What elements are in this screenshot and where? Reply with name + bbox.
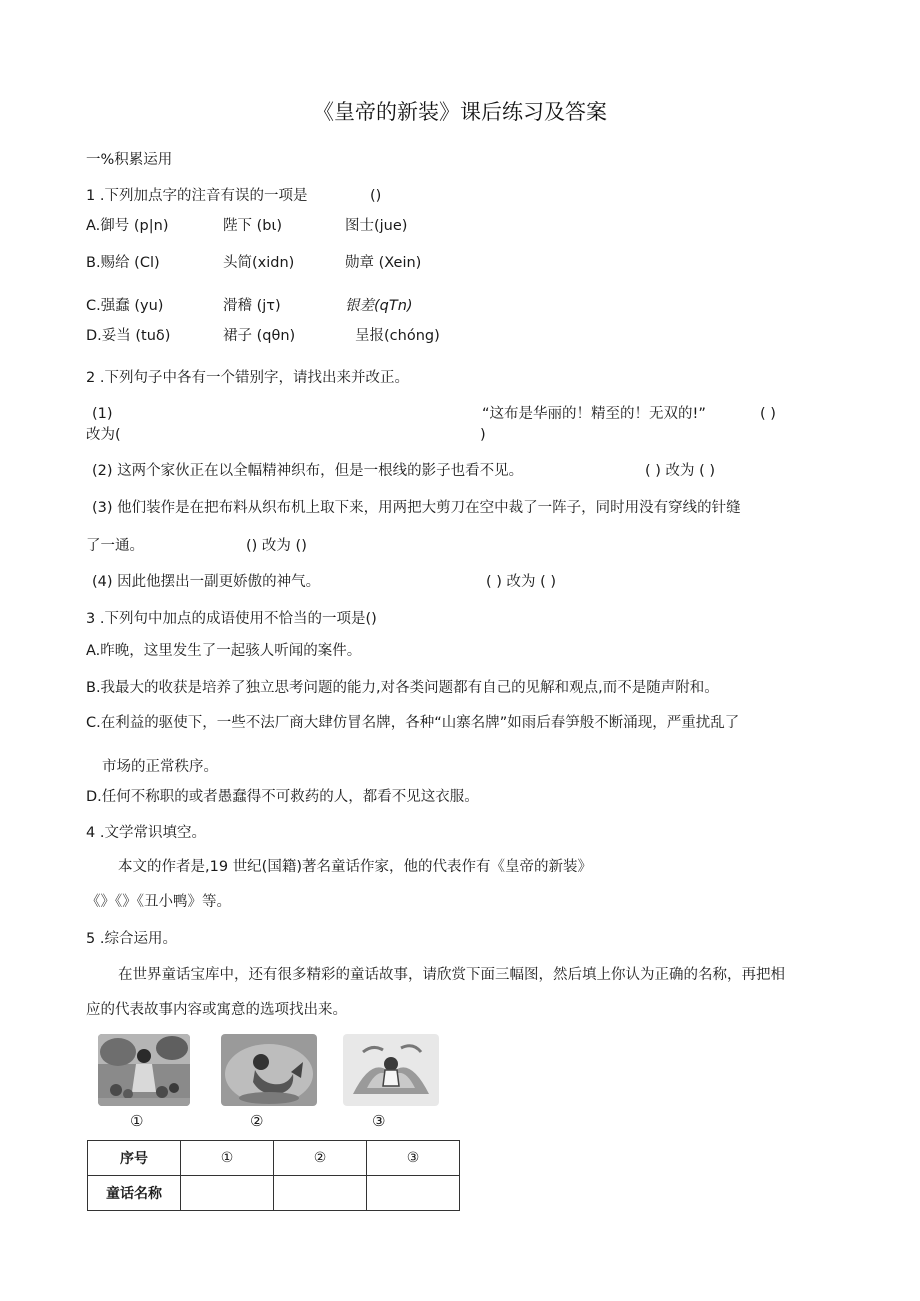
question-1-stem: 1 .下列加点字的注音有误的一项是 xyxy=(86,188,308,204)
fairy-tale-picture-2 xyxy=(221,1034,317,1106)
page-title: 《皇帝的新装》课后练习及答案 xyxy=(313,100,607,124)
question-2-stem: 2 .下列句子中各有一个错别字，请找出来并改正。 xyxy=(86,370,409,386)
table-header-cell: ② xyxy=(274,1141,367,1176)
q5-paragraph-line2: 应的代表故事内容或寓意的选项找出来。 xyxy=(86,1002,347,1018)
q2-s4-tail: ( ) 改为 ( ) xyxy=(486,574,557,590)
fairy-tale-picture-1 xyxy=(98,1034,190,1106)
q1-option-c-2: 滑稽 (jτ) xyxy=(223,298,281,314)
picture-1-label: ① xyxy=(130,1112,144,1130)
table-header-cell: 序号 xyxy=(88,1141,181,1176)
q1-option-b-2: 头简(xidn) xyxy=(223,255,295,271)
q1-option-b-3: 勋章 (Xein) xyxy=(345,255,422,271)
q2-s1-change: 改为( xyxy=(86,427,121,443)
q1-option-b-1: B.赐给 (Cl) xyxy=(86,255,160,271)
q2-s1-text: “这布是华丽的！精至的！无双的!” xyxy=(482,406,706,422)
table-header-cell: ③ xyxy=(367,1141,460,1176)
q2-s3-text-a: (3) 他们装作是在把布料从织布机上取下来，用两把大剪刀在空中裁了一阵子，同时用没有穿线的针缝 xyxy=(92,500,741,516)
fairy-tale-picture-3 xyxy=(343,1034,439,1106)
picture-2-label: ② xyxy=(250,1112,264,1130)
q1-option-a-3: 图士(jue) xyxy=(345,218,408,234)
q1-option-d-2: 裙子 (qθn) xyxy=(223,328,296,344)
q1-option-a-2: 陛下 (bι) xyxy=(223,218,283,234)
q3-option-c-line2: 市场的正常秩序。 xyxy=(102,759,218,775)
q3-option-b: B.我最大的收获是培养了独立思考问题的能力,对各类问题都有自己的见解和观点,而不是随声附和。 xyxy=(86,680,719,696)
q2-s1-number: (1) xyxy=(92,406,113,422)
q2-s1-paren: ( ) xyxy=(760,406,776,422)
picture-3-label: ③ xyxy=(372,1112,386,1130)
q3-option-d: D.任何不称职的或者愚蠢得不可救药的人，都看不见这衣服。 xyxy=(86,789,479,805)
question-5-stem: 5 .综合运用。 xyxy=(86,931,177,947)
q2-s2-text: (2) 这两个家伙正在以全幅精神织布，但是一根线的影子也看不见。 xyxy=(92,463,524,479)
q1-option-a-1: A.御号 (p|n) xyxy=(86,218,169,234)
table-row-label: 童话名称 xyxy=(88,1176,181,1211)
q2-s1-close: ) xyxy=(480,427,486,443)
q4-line1: 本文的作者是,19 世纪(国籍)著名童话作家，他的代表作有《皇帝的新装》 xyxy=(118,859,592,875)
table-header-row xyxy=(88,1141,460,1176)
table-row xyxy=(88,1176,460,1211)
q3-option-c-line1: C.在利益的驱使下，一些不法厂商大肆仿冒名牌，各种“山寨名牌”如雨后春笋般不断涌现，严重扰乱了 xyxy=(86,715,740,731)
table-header-cell: ① xyxy=(181,1141,274,1176)
table-answer-cell[interactable] xyxy=(367,1176,460,1211)
q1-option-c-1: C.强蠢 (yu) xyxy=(86,298,164,314)
q4-line2: 《》《》《丑小鸭》等。 xyxy=(86,894,231,910)
fairy-tale-answer-table xyxy=(87,1140,460,1211)
q2-s3-tail: () 改为 () xyxy=(246,538,307,554)
q1-option-c-3: 银差(qTn) xyxy=(345,298,413,314)
q2-s2-tail: ( ) 改为 ( ) xyxy=(645,463,716,479)
section-heading: 一%积累运用 xyxy=(86,152,173,168)
q2-s4-text: (4) 因此他摆出一副更娇傲的神气。 xyxy=(92,574,321,590)
table-answer-cell[interactable] xyxy=(181,1176,274,1211)
q1-option-d-1: D.妥当 (tuδ) xyxy=(86,328,171,344)
question-3-stem: 3 .下列句中加点的成语使用不恰当的一项是() xyxy=(86,611,377,627)
table-answer-cell[interactable] xyxy=(274,1176,367,1211)
q3-option-a: A.昨晚，这里发生了一起骇人听闻的案件。 xyxy=(86,643,362,659)
question-1-answer-paren: () xyxy=(370,188,382,204)
q5-paragraph-line1: 在世界童话宝库中，还有很多精彩的童话故事，请欣赏下面三幅图，然后填上你认为正确的名称，再把相 xyxy=(118,967,785,983)
q1-option-d-3: 呈报(chόng) xyxy=(355,328,440,344)
q2-s3-text-b: 了一通。 xyxy=(86,538,144,554)
question-4-stem: 4 .文学常识填空。 xyxy=(86,825,206,841)
